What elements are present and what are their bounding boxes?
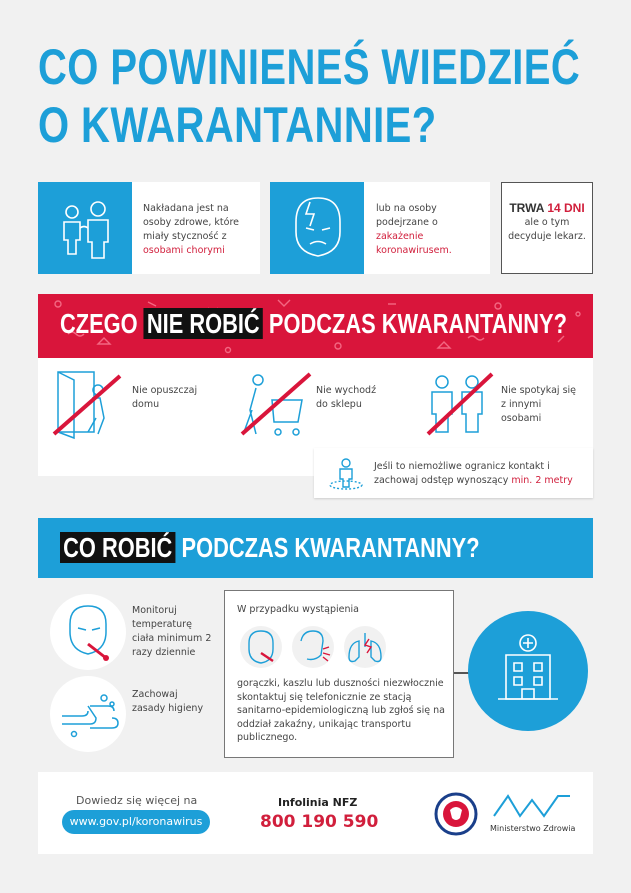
ministry-logo-icon: [490, 790, 574, 824]
do-highlight: CO ROBIĆ: [60, 532, 175, 563]
do-item-hygiene: Zachowaj zasady higieny: [132, 689, 204, 714]
duration-label: TRWA: [509, 201, 544, 215]
duration-card: [501, 182, 593, 274]
duration-note: ale o tym decyduje lekarz.: [508, 217, 586, 242]
more-info-text: Dowiedz się więcej na: [76, 794, 198, 807]
lungs-icon: [344, 626, 386, 668]
sanepid-emblem-icon: [434, 792, 478, 836]
duration-days: 14 DNI: [547, 201, 585, 215]
do-item-temperature: Monitoruj temperaturę ciała minimum 2 razy dziennie: [132, 605, 212, 658]
gov-link-button[interactable]: www.gov.pl/koronawirus: [62, 810, 210, 834]
distance-note-text: Jeśli to niemożliwe ogranicz kontakt i zachowaj odstęp wynoszący: [374, 461, 550, 486]
symptom-icons: [239, 625, 389, 671]
contact-people-icon-box: [38, 182, 132, 274]
thermometer-icon-circle: [50, 594, 126, 670]
handwash-icon: [50, 676, 126, 752]
dont-item-3: Nie spotykaj się z innymi osobami: [501, 385, 576, 424]
footer: [38, 772, 593, 854]
page-title: [38, 38, 580, 154]
symptoms-heading: W przypadku wystąpienia: [237, 604, 359, 615]
symptoms-box: [224, 590, 454, 758]
ministry-name: Ministerstwo Zdrowia: [490, 824, 576, 833]
dont-item-1: Nie opuszczaj domu: [132, 385, 198, 410]
no-meeting-icon: [420, 368, 500, 440]
card2-red-text: zakażenie koronawirusem.: [376, 231, 452, 256]
info-card-2: lub na osoby podejrzane o zakażenie koronawirusem.: [364, 182, 490, 274]
handwash-icon-circle: [50, 676, 126, 752]
hotline-label: Infolinia NFZ: [278, 796, 358, 809]
do-banner: [38, 518, 593, 578]
distance-note: [314, 448, 593, 498]
card1-red-text: osobami chorymi: [143, 245, 225, 256]
title-line-2: O KWARANTANNIE?: [38, 97, 437, 153]
contact-people-icon: [38, 182, 132, 274]
sick-face-icon: [270, 182, 364, 274]
distance-note-red: min. 2 metry: [511, 475, 573, 486]
no-shopping-cart-icon: [238, 368, 318, 440]
distance-person-icon: [328, 456, 364, 490]
hotline-number[interactable]: 800 190 590: [260, 812, 379, 832]
hospital-icon-circle: [468, 611, 588, 731]
no-leave-home-icon: [48, 368, 128, 440]
do-banner-title: CO ROBIĆ PODCZAS KWARANTANNY?: [60, 532, 480, 564]
dont-highlight: NIE ROBIĆ: [144, 308, 263, 339]
cough-icon: [292, 626, 334, 668]
fever-icon: [240, 626, 282, 668]
dont-item-2: Nie wychodź do sklepu: [316, 385, 377, 410]
info-card-1: Nakładana jest na osoby zdrowe, które miały styczność z osobami chorymi: [132, 182, 260, 274]
hospital-icon: [468, 611, 588, 731]
dont-banner-title: CZEGO NIE ROBIĆ PODCZAS KWARANTANNY?: [60, 308, 567, 339]
thermometer-icon: [50, 594, 126, 670]
card1-text: Nakładana jest na osoby zdrowe, które miały styczność: [143, 203, 240, 242]
symptoms-text: gorączki, kaszlu lub duszności niezwłocznie skontaktuj się telefonicznie ze stacją sanitarno-epidemiologiczną lub zgłoś się na oddział zakaźny, unikając transportu publicznego.: [237, 678, 445, 743]
card2-text: lub na osoby podejrzane: [376, 203, 437, 228]
title-line-1: CO POWINIENEŚ WIEDZIEĆ: [38, 39, 581, 95]
sick-face-icon-box: [270, 182, 364, 274]
dont-banner: [38, 294, 593, 358]
